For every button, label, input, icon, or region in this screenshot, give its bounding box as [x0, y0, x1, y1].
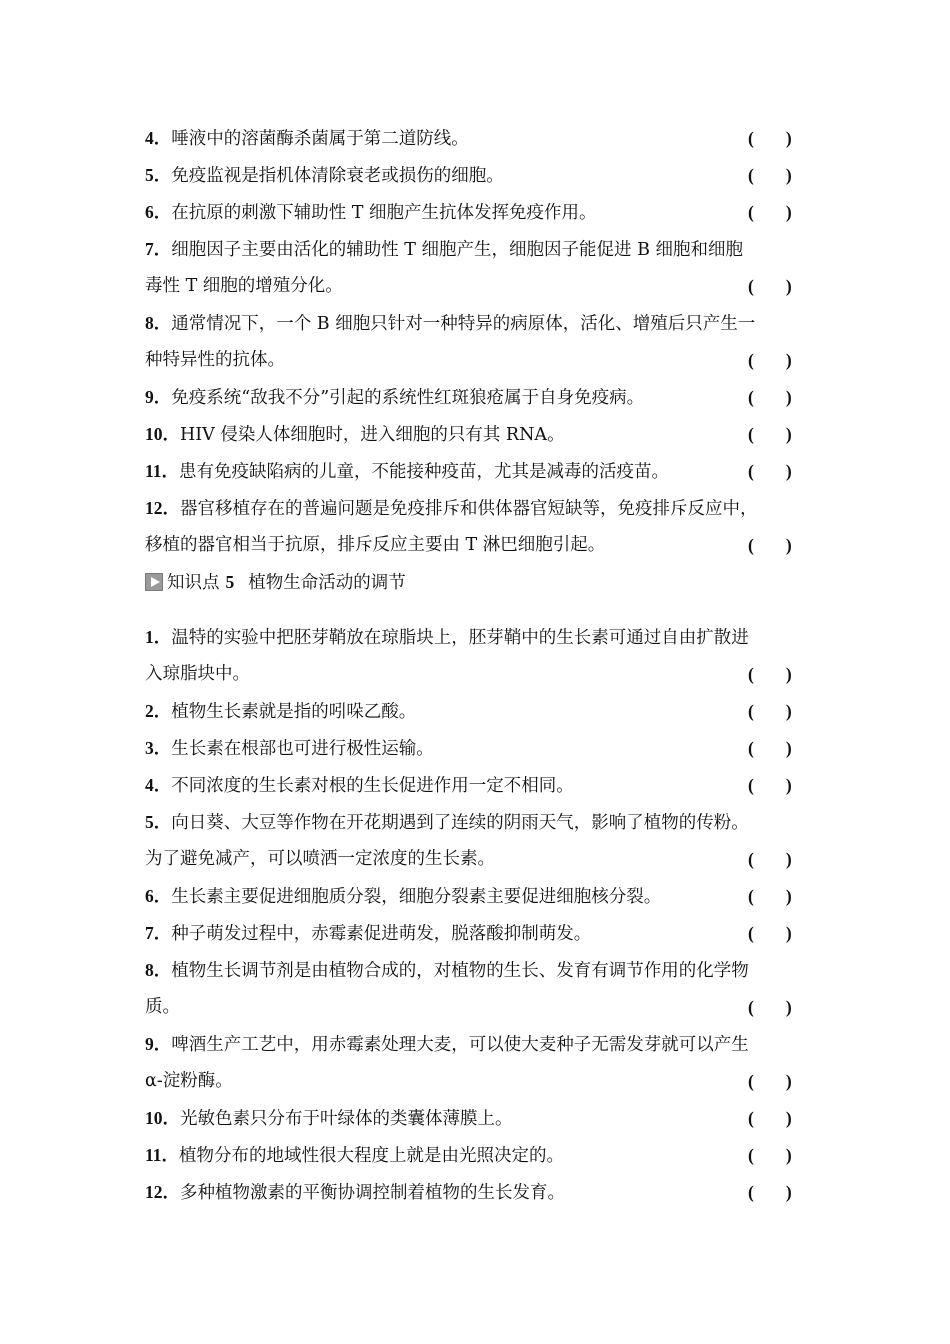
question-line-continued: [145, 1063, 825, 1100]
question-number: 11: [145, 1145, 162, 1165]
answer-close-paren: ): [785, 350, 792, 370]
number-separator: ．: [153, 701, 172, 721]
question-list-plant-regulation: [145, 619, 825, 1211]
answer-blank[interactable]: [748, 1100, 792, 1137]
answer-open-paren: (: [748, 664, 754, 684]
question-text-continued: 移植的器官相当于抗原，排斥反应主要由 T 淋巴细胞引起。: [145, 535, 606, 555]
question-line: [145, 1100, 825, 1137]
answer-close-paren: ): [785, 128, 792, 148]
answer-blank[interactable]: [748, 1174, 792, 1211]
answer-blank[interactable]: [748, 527, 792, 564]
answer-blank[interactable]: [748, 915, 792, 952]
question-number: 5: [145, 165, 154, 185]
question-text: 植物生长素就是指的吲哚乙酸。: [171, 702, 417, 722]
question-number: 7: [145, 923, 154, 943]
question-number: 10: [145, 1108, 163, 1128]
question-line: [145, 804, 825, 841]
answer-blank[interactable]: [748, 878, 792, 915]
number-separator: ．: [161, 1145, 180, 1165]
section-title: 植物生命活动的调节: [248, 573, 406, 593]
answer-open-paren: (: [748, 461, 754, 481]
number-separator: ．: [153, 128, 172, 148]
question-line: [145, 1174, 825, 1211]
question-line: [145, 1137, 825, 1174]
question-text: 不同浓度的生长素对根的生长促进作用一定不相同。: [171, 776, 574, 796]
number-separator: ．: [153, 812, 172, 832]
number-separator: ．: [162, 1108, 180, 1128]
question-text: HIV 侵染人体细胞时，进入细胞的只有其 RNA。: [180, 425, 565, 445]
question-line: [145, 915, 825, 952]
answer-close-paren: ): [785, 738, 792, 758]
question-text-continued: 为了避免减产，可以喷洒一定浓度的生长素。: [145, 849, 495, 869]
question-text-continued: 质。: [145, 997, 180, 1017]
question-text-continued: α-淀粉酶。: [145, 1071, 233, 1091]
answer-close-paren: ): [785, 1145, 792, 1165]
question-text: 光敏色素只分布于叶绿体的类囊体薄膜上。: [180, 1109, 513, 1129]
question-number: 8: [145, 313, 154, 333]
answer-open-paren: (: [748, 1108, 754, 1128]
question-line-continued: [145, 268, 825, 305]
question-text: 多种植物激素的平衡协调控制着植物的生长发育。: [180, 1183, 565, 1203]
answer-blank[interactable]: [748, 767, 792, 804]
question-list-immunity: [145, 120, 825, 564]
question-line: [145, 194, 825, 231]
question-line: [145, 305, 825, 342]
answer-open-paren: (: [748, 424, 754, 444]
question-line: [145, 120, 825, 157]
question-number: 8: [145, 960, 154, 980]
answer-open-paren: (: [748, 1182, 754, 1202]
answer-blank[interactable]: [748, 453, 792, 490]
question-text: 细胞因子主要由活化的辅助性 T 细胞产生，细胞因子能促进 B 细胞和细胞: [171, 240, 744, 260]
answer-open-paren: (: [748, 387, 754, 407]
answer-blank[interactable]: [748, 841, 792, 878]
answer-close-paren: ): [785, 535, 792, 555]
answer-open-paren: (: [748, 535, 754, 555]
question-text: 患有免疫缺陷病的儿童，不能接种疫苗，尤其是减毒的活疫苗。: [179, 462, 670, 482]
answer-close-paren: ): [785, 886, 792, 906]
question-number: 10: [145, 424, 163, 444]
answer-blank[interactable]: [748, 157, 792, 194]
question-text: 生长素在根部也可进行极性运输。: [171, 739, 434, 759]
answer-open-paren: (: [748, 849, 754, 869]
question-line-continued: [145, 342, 825, 379]
question-text: 向日葵、大豆等作物在开花期遇到了连续的阴雨天气，影响了植物的传粉。: [171, 813, 749, 833]
number-separator: ．: [162, 424, 180, 444]
section-number: 5: [225, 572, 235, 592]
question-text: 器官移植存在的普遍问题是免疫排斥和供体器官短缺等，免疫排斥反应中，: [180, 499, 758, 519]
answer-open-paren: (: [748, 738, 754, 758]
question-text-continued: 毒性 T 细胞的增殖分化。: [145, 276, 343, 296]
question-number: 6: [145, 202, 154, 222]
question-number: 11: [145, 461, 162, 481]
document-page: [145, 120, 825, 1211]
question-line-continued: [145, 527, 825, 564]
answer-close-paren: ): [785, 1182, 792, 1202]
question-line: [145, 379, 825, 416]
section-heading: [145, 564, 825, 601]
number-separator: ．: [153, 202, 172, 222]
answer-close-paren: ): [785, 1071, 792, 1091]
answer-open-paren: (: [748, 128, 754, 148]
question-line: [145, 231, 825, 268]
number-separator: ．: [153, 239, 172, 259]
number-separator: ．: [153, 960, 172, 980]
answer-close-paren: ): [785, 202, 792, 222]
answer-blank[interactable]: [748, 1063, 792, 1100]
answer-close-paren: ): [785, 1108, 792, 1128]
question-text-continued: 种特异性的抗体。: [145, 350, 285, 370]
answer-blank[interactable]: [748, 693, 792, 730]
answer-close-paren: ): [785, 276, 792, 296]
answer-open-paren: (: [748, 350, 754, 370]
answer-open-paren: (: [748, 1145, 754, 1165]
question-text: 通常情况下，一个 B 细胞只针对一种特异的病原体，活化、增殖后只产生一: [171, 314, 756, 334]
number-separator: ．: [153, 627, 172, 647]
answer-open-paren: (: [748, 202, 754, 222]
question-text: 温特的实验中把胚芽鞘放在琼脂块上，胚芽鞘中的生长素可通过自由扩散进: [171, 628, 749, 648]
question-text: 唾液中的溶菌酶杀菌属于第二道防线。: [171, 129, 469, 149]
play-icon: [145, 573, 163, 591]
answer-blank[interactable]: [748, 416, 792, 453]
answer-close-paren: ): [785, 701, 792, 721]
question-line: [145, 157, 825, 194]
answer-close-paren: ): [785, 849, 792, 869]
answer-blank[interactable]: [748, 1137, 792, 1174]
answer-close-paren: ): [785, 424, 792, 444]
question-line: [145, 767, 825, 804]
question-text: 在抗原的刺激下辅助性 T 细胞产生抗体发挥免疫作用。: [171, 203, 597, 223]
question-text: 啤酒生产工艺中，用赤霉素处理大麦，可以使大麦种子无需发芽就可以产生: [171, 1035, 749, 1055]
question-line-continued: [145, 841, 825, 878]
question-text: 植物生长调节剂是由植物合成的，对植物的生长、发育有调节作用的化学物: [171, 961, 749, 981]
answer-close-paren: ): [785, 923, 792, 943]
question-number: 3: [145, 738, 154, 758]
question-number: 4: [145, 775, 154, 795]
question-text-continued: 入琼脂块中。: [145, 664, 250, 684]
number-separator: ．: [153, 886, 172, 906]
answer-blank[interactable]: [748, 268, 792, 305]
question-line: [145, 490, 825, 527]
answer-open-paren: (: [748, 701, 754, 721]
answer-blank[interactable]: [748, 194, 792, 231]
answer-open-paren: (: [748, 775, 754, 795]
number-separator: ．: [153, 313, 172, 333]
question-line: [145, 730, 825, 767]
question-number: 1: [145, 627, 154, 647]
answer-close-paren: ): [785, 461, 792, 481]
question-number: 12: [145, 498, 163, 518]
answer-blank[interactable]: [748, 120, 792, 157]
number-separator: ．: [153, 387, 172, 407]
question-line-continued: [145, 989, 825, 1026]
answer-blank[interactable]: [748, 989, 792, 1026]
question-line: [145, 1026, 825, 1063]
answer-open-paren: (: [748, 886, 754, 906]
number-separator: ．: [162, 1182, 180, 1202]
section-label: 知识点: [167, 573, 220, 593]
answer-close-paren: ): [785, 387, 792, 407]
answer-open-paren: (: [748, 1071, 754, 1091]
question-text: 生长素主要促进细胞质分裂，细胞分裂素主要促进细胞核分裂。: [171, 887, 662, 907]
question-line: [145, 878, 825, 915]
question-line: [145, 693, 825, 730]
question-line: [145, 453, 825, 490]
number-separator: ．: [153, 775, 172, 795]
number-separator: ．: [153, 738, 172, 758]
question-text: 免疫监视是指机体清除衰老或损伤的细胞。: [171, 166, 504, 186]
answer-open-paren: (: [748, 165, 754, 185]
answer-open-paren: (: [748, 923, 754, 943]
answer-blank[interactable]: [748, 342, 792, 379]
number-separator: ．: [153, 1034, 172, 1054]
question-number: 12: [145, 1182, 163, 1202]
question-number: 9: [145, 1034, 154, 1054]
answer-close-paren: ): [785, 165, 792, 185]
answer-close-paren: ): [785, 664, 792, 684]
question-number: 7: [145, 239, 154, 259]
answer-blank[interactable]: [748, 379, 792, 416]
question-text: 种子萌发过程中，赤霉素促进萌发，脱落酸抑制萌发。: [171, 924, 592, 944]
question-line: [145, 619, 825, 656]
question-number: 5: [145, 812, 154, 832]
answer-open-paren: (: [748, 997, 754, 1017]
question-number: 9: [145, 387, 154, 407]
number-separator: ．: [153, 923, 172, 943]
question-line: [145, 416, 825, 453]
number-separator: ．: [161, 461, 180, 481]
answer-blank[interactable]: [748, 730, 792, 767]
question-text: 植物分布的地域性很大程度上就是由光照决定的。: [179, 1146, 565, 1166]
number-separator: ．: [162, 498, 180, 518]
question-number: 2: [145, 701, 154, 721]
answer-open-paren: (: [748, 276, 754, 296]
question-number: 6: [145, 886, 154, 906]
number-separator: ．: [153, 165, 172, 185]
answer-blank[interactable]: [748, 656, 792, 693]
question-number: 4: [145, 128, 154, 148]
question-line-continued: [145, 656, 825, 693]
question-text: 免疫系统“敌我不分”引起的系统性红斑狼疮属于自身免疫病。: [171, 388, 645, 408]
question-line: [145, 952, 825, 989]
answer-close-paren: ): [785, 775, 792, 795]
answer-close-paren: ): [785, 997, 792, 1017]
